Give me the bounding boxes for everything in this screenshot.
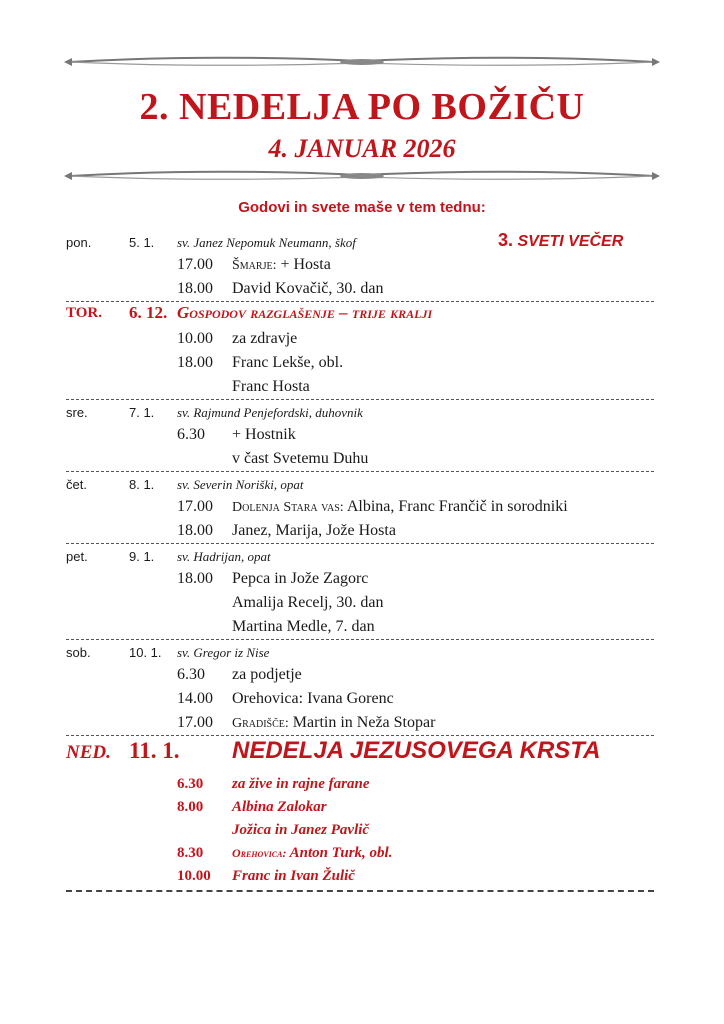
day-date: 7. 1. [129, 405, 155, 420]
mass-row [66, 663, 654, 687]
day-abbr: čet. [66, 477, 87, 492]
day-tuesday [66, 302, 654, 400]
mass-time: 14.00 [177, 690, 213, 707]
saint-name: sv. Severin Noriški, opat [177, 477, 304, 492]
section-heading: Godovi in svete maše v tem tednu: [238, 199, 486, 216]
mass-intention: Dolenja Stara vas: Albina, Franc Frančič in sorodniki [232, 498, 568, 515]
mass-row [66, 351, 654, 375]
mass-time: 6.30 [177, 426, 205, 443]
day-abbr: NED. [66, 742, 111, 763]
day-abbr: sob. [66, 645, 91, 660]
day-header [66, 230, 654, 253]
day-header [66, 472, 654, 495]
day-abbr: TOR. [66, 305, 102, 321]
mass-intention: Albina Zalokar [232, 799, 327, 815]
mass-row [66, 375, 654, 399]
mass-intention: + Hostnik [232, 426, 296, 443]
day-header [66, 544, 654, 567]
mass-time: 10.00 [177, 868, 211, 884]
day-monday [66, 230, 654, 302]
mass-intention: Šmarje: + Hosta [232, 256, 331, 273]
day-header [66, 400, 654, 423]
day-saturday [66, 640, 654, 736]
mass-row [66, 615, 654, 639]
mass-time: 18.00 [177, 354, 213, 371]
mass-intention: Orehovica: Ivana Gorenc [232, 690, 394, 707]
mass-row [66, 277, 654, 301]
day-header [66, 302, 654, 327]
mass-intention: Franc in Ivan Žulič [232, 868, 355, 884]
mass-intention: Orehovica: Anton Turk, obl. [232, 845, 393, 861]
mass-time: 18.00 [177, 280, 213, 297]
mass-row [66, 495, 654, 519]
mass-time: 17.00 [177, 498, 213, 515]
day-friday [66, 544, 654, 640]
mass-row [66, 711, 654, 735]
mass-time: 18.00 [177, 570, 213, 587]
mass-row [66, 327, 654, 351]
mass-row [66, 795, 654, 818]
day-date: 9. 1. [129, 549, 155, 564]
mass-schedule [66, 230, 654, 892]
mass-row [66, 864, 654, 890]
day-sunday [66, 736, 654, 892]
page-title: 2. NEDELJA PO BOŽIČU [139, 86, 585, 128]
mass-time: 17.00 [177, 256, 213, 273]
day-date: 5. 1. [129, 235, 155, 250]
mass-row [66, 818, 654, 841]
day-thursday [66, 472, 654, 544]
mass-row [66, 447, 654, 471]
saint-name: sv. Rajmund Penjefordski, duhovnik [177, 405, 363, 420]
mass-row [66, 253, 654, 277]
day-header [66, 640, 654, 663]
page-date: 4. JANUAR 2026 [268, 134, 456, 163]
day-date: 11. 1. [129, 738, 180, 763]
mass-time: 8.30 [177, 845, 204, 861]
mass-intention: Gradišče: Martin in Neža Stopar [232, 714, 436, 731]
mass-row [66, 519, 654, 543]
mass-intention: za žive in rajne farane [232, 776, 370, 792]
mass-intention: v čast Svetemu Duhu [232, 450, 369, 467]
top-ornament [60, 52, 664, 72]
saint-name: sv. Gregor iz Nise [177, 645, 270, 660]
sunday-title: NEDELJA JEZUSOVEGA KRSTA [232, 737, 601, 764]
day-abbr: pet. [66, 549, 88, 564]
saint-name: sv. Hadrijan, opat [177, 549, 271, 564]
mass-time: 6.30 [177, 666, 205, 683]
day-wednesday [66, 400, 654, 472]
day-abbr: sre. [66, 405, 88, 420]
mass-intention: za zdravje [232, 330, 298, 347]
mass-intention: Martina Medle, 7. dan [232, 618, 375, 635]
mass-row [66, 772, 654, 795]
mass-time: 17.00 [177, 714, 213, 731]
day-abbr: pon. [66, 235, 92, 250]
mass-intention: Amalija Recelj, 30. dan [232, 594, 384, 611]
feast-name: Gospodov razglašenje – trije kralji [177, 303, 433, 322]
mass-row [66, 687, 654, 711]
day-date: 6. 12. [129, 303, 168, 322]
day-date: 10. 1. [129, 645, 162, 660]
mass-time: 8.00 [177, 799, 204, 815]
day-note: 3. SVETI VEČER [498, 230, 624, 250]
day-header [66, 736, 654, 772]
mass-intention: za podjetje [232, 666, 302, 683]
mass-row [66, 567, 654, 591]
mass-intention: Janez, Marija, Jože Hosta [232, 522, 396, 539]
mass-intention: Jožica in Janez Pavlič [232, 822, 370, 838]
day-date: 8. 1. [129, 477, 155, 492]
mass-row [66, 591, 654, 615]
mass-row [66, 841, 654, 864]
saint-name: sv. Janez Nepomuk Neumann, škof [177, 235, 356, 250]
bottom-ornament [60, 166, 664, 186]
mass-time: 10.00 [177, 330, 213, 347]
mass-intention: Pepca in Jože Zagorc [232, 570, 369, 587]
mass-intention: Franc Hosta [232, 378, 310, 395]
mass-time: 6.30 [177, 776, 204, 792]
mass-time: 18.00 [177, 522, 213, 539]
mass-intention: David Kovačič, 30. dan [232, 280, 384, 297]
mass-intention: Franc Lekše, obl. [232, 354, 344, 371]
mass-row [66, 423, 654, 447]
